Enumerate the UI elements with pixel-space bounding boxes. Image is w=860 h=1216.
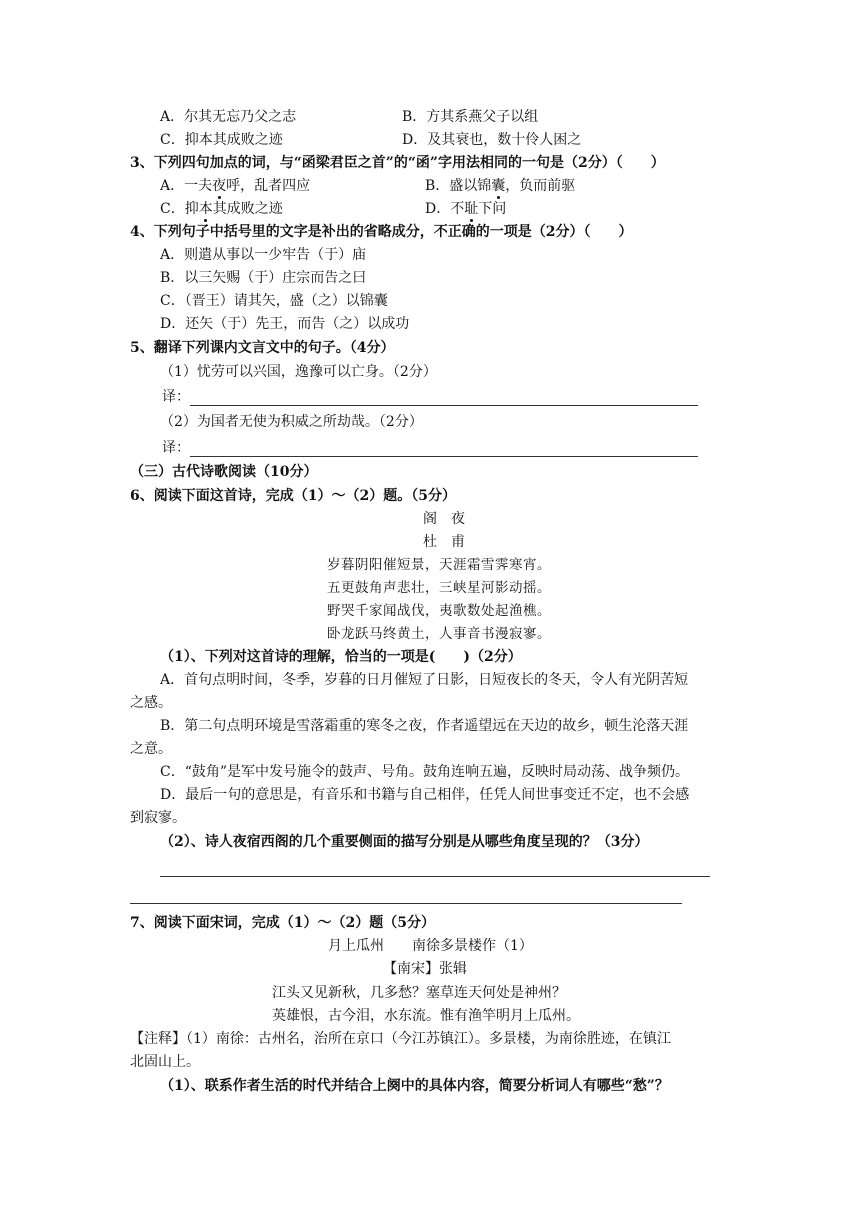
ci-line: 江头又见新秋，几多愁？塞草连天何处是神州？ [272, 985, 566, 1001]
poem-line: 五更鼓角声悲壮，三峡星河影动摇。 [327, 580, 551, 596]
q7-sub1: （1）、联系作者生活的时代并结合上阕中的具体内容，简要分析词人有哪些“愁”？ [160, 1078, 669, 1094]
q4-option-d: D．还矢（于）先王，而告（之）以成功 [160, 316, 410, 332]
poem-line: 岁暮阴阳催短景，天涯霜雪霁寒宵。 [327, 557, 551, 573]
q6-option-a-line1: A．首句点明时间，冬季，岁暮的日月催短了日影，日短夜长的冬天，令人有光阴苦短 [160, 672, 689, 688]
q5-translate-label-1: 译： [162, 389, 190, 405]
q6-option-d-line1: D．最后一句的意思是，有音乐和书籍与自己相伴，任凭人间世事变迁不定，也不会感 [160, 787, 690, 803]
q2-option-b: B．方其系燕父子以组 [402, 109, 539, 125]
ci-line: 英雄恨，古今泪，水东流。惟有渔竿明月上瓜州。 [272, 1008, 580, 1024]
q3-option-b: B．盛以锦囊，负而前驱 [425, 178, 576, 194]
q4-option-b: B．以三矢赐（于）庄宗而告之曰 [160, 270, 367, 286]
q6-option-a-line2: 之感。 [130, 695, 172, 711]
ci-note-line1: 【注释】（1）南徐：古州名，治所在京口（今江苏镇江）。多景楼，为南徐胜迹，在镇江 [130, 1031, 671, 1047]
q2-option-d: D．及其衰也，数十伶人困之 [402, 132, 582, 148]
q3-option-d: D．不耻下问 [425, 201, 507, 217]
q6-option-c-line1: C．“鼓角”是军中发号施令的鼓声、号角。鼓角连响五遍，反映时局动荡、战争频仍。 [160, 764, 690, 780]
ci-title: 月上瓜州 南徐多景楼作（1） [328, 938, 533, 954]
emphasis-dot-word: 囊 [491, 178, 506, 194]
q2-option-c: C．抑本其成败之迹 [160, 132, 283, 148]
answer-line[interactable] [190, 456, 698, 457]
q5-translate-label-2: 译： [162, 440, 190, 456]
ci-note-line2: 北固山上。 [130, 1054, 200, 1070]
q5-stem: 5、翻译下列课内文言文中的句子。（4分） [130, 340, 395, 356]
answer-line[interactable] [190, 405, 698, 406]
ci-author: 【南宋】张辑 [383, 961, 467, 977]
answer-line[interactable] [130, 903, 682, 904]
q3-option-a: A．一夫夜呼，乱者四应 [160, 178, 311, 194]
q6-sub2: （2）、诗人夜宿西阁的几个重要侧面的描写分别是从哪些角度呈现的？（3分） [160, 834, 649, 850]
q4-option-a: A．则遣从事以一少牢告（于）庙 [160, 247, 367, 263]
emphasis-dot-word: 夜 [212, 178, 227, 194]
emphasis-dot-word: 本 [198, 201, 213, 217]
section-heading: （三）古代诗歌阅读（10分） [130, 464, 318, 480]
q4-option-c: C．（晋王）请其矢，盛（之）以锦囊 [160, 293, 388, 309]
q3-stem: 3、下列四句加点的词，与“函梁君臣之首”的“函”字用法相同的一句是（2分）（ ） [130, 155, 665, 171]
q6-option-b-line1: B．第二句点明环境是雪落霜重的寒冬之夜，作者遥望远在天边的故乡，顿生沦落天涯 [160, 718, 689, 734]
q2-option-a: A．尔其无忘乃父之志 [160, 109, 297, 125]
q3-option-c: C．抑本其成败之迹 [160, 201, 283, 217]
poem-line: 卧龙跃马终黄土，人事音书漫寂寥。 [327, 626, 551, 642]
poem-line: 野哭千家闻战伐，夷歌数处起渔樵。 [327, 603, 551, 619]
q5-sentence-1: （1）忧劳可以兴国，逸豫可以亡身。（2分） [160, 364, 437, 380]
emphasis-dot-word: 耻 [464, 201, 479, 217]
q6-option-d-line2: 到寂寥。 [130, 810, 186, 826]
poem-author: 杜 甫 [423, 534, 465, 550]
q7-stem: 7、阅读下面宋词，完成（1）～（2）题（5分） [130, 915, 435, 931]
answer-line[interactable] [160, 876, 710, 877]
poem-title: 阁 夜 [423, 511, 465, 527]
q6-sub1: （1）、下列对这首诗的理解，恰当的一项是( )（2分） [160, 649, 522, 665]
q4-stem: 4、下列句子中括号里的文字是补出的省略成分，不正确的一项是（2分）（ ） [130, 224, 633, 240]
q5-sentence-2: （2）为国者无使为积威之所劫哉。（2分） [160, 414, 423, 430]
q6-option-b-line2: 之意。 [130, 741, 172, 757]
q6-stem: 6、阅读下面这首诗，完成（1）～（2）题。（5分） [130, 488, 456, 504]
